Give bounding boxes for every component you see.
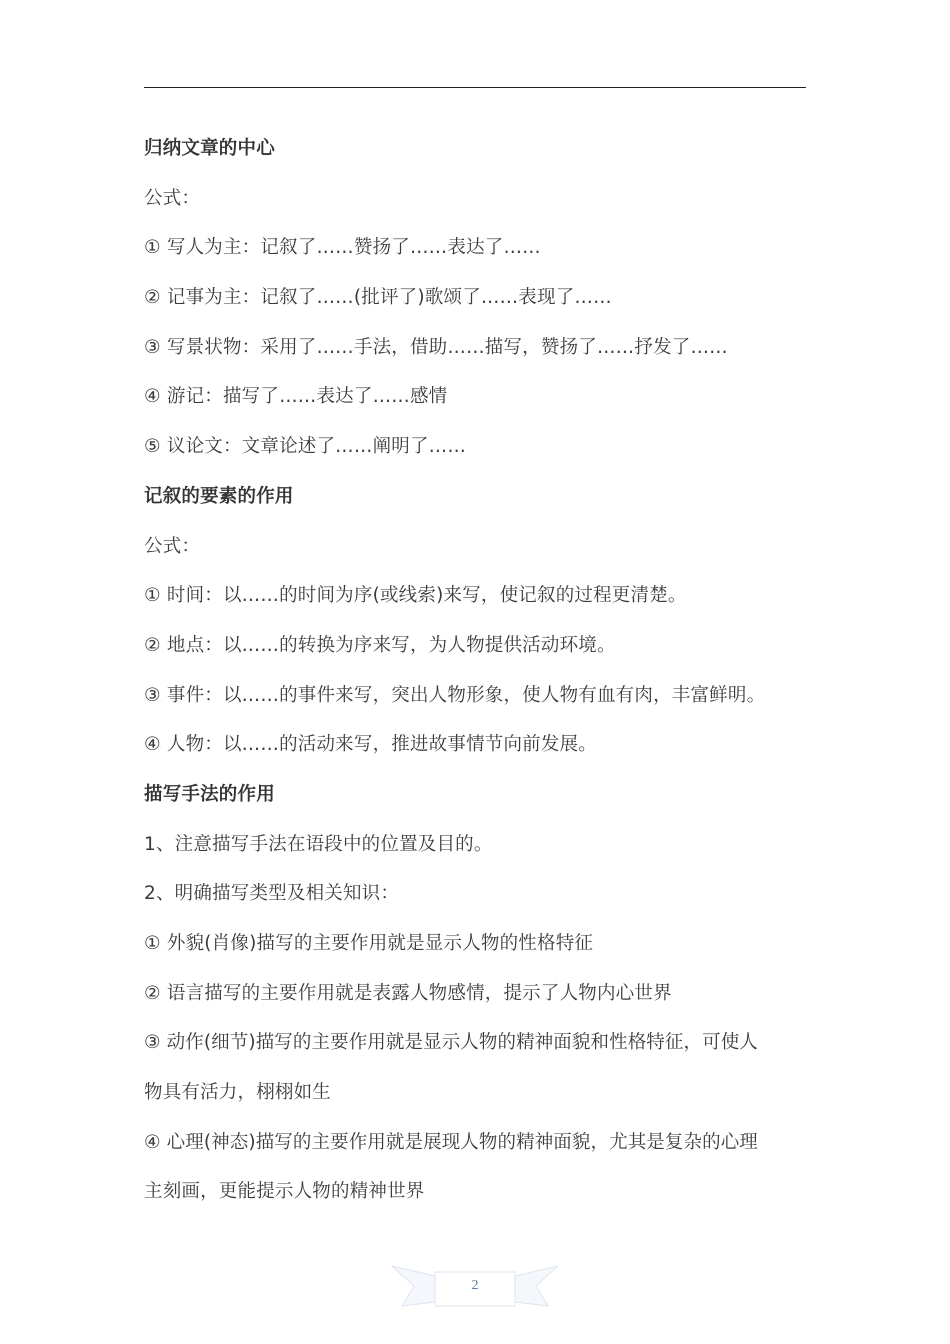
list-item: ② 地点：以……的转换为序来写，为人物提供活动环境。 xyxy=(144,634,616,656)
list-item-line: ④ 心理(神态)描写的主要作用就是展现人物的精神面貌，尤其是复杂的心理 xyxy=(144,1131,758,1153)
list-item: ④ 游记：描写了……表达了……感情 xyxy=(144,386,448,408)
list-item: ③ 事件：以……的事件来写，突出人物形象，使人物有血有肉，丰富鲜明。 xyxy=(144,684,766,706)
list-item: ④ 人物：以……的活动来写，推进故事情节向前发展。 xyxy=(144,734,597,756)
page-footer xyxy=(392,1262,558,1310)
section-heading-narrative-elements: 记叙的要素的作用 xyxy=(144,485,294,507)
header-rule xyxy=(144,87,806,88)
list-item: ③ 写景状物：采用了……手法，借助……描写，赞扬了……抒发了…… xyxy=(144,336,728,358)
numbered-point: 1、注意描写手法在语段中的位置及目的。 xyxy=(144,833,493,855)
numbered-point: 2、明确描写类型及相关知识： xyxy=(144,883,400,905)
list-item: ① 时间：以……的时间为序(或线索)来写，使记叙的过程更清楚。 xyxy=(144,585,687,607)
section-heading-description-methods: 描写手法的作用 xyxy=(144,783,275,805)
list-item-line: ③ 动作(细节)描写的主要作用就是显示人物的精神面貌和性格特征，可使人 xyxy=(144,1032,758,1054)
list-item: ② 语言描写的主要作用就是表露人物感情，提示了人物内心世界 xyxy=(144,982,672,1004)
document-body xyxy=(144,124,808,1217)
page-number: 2 xyxy=(471,1278,479,1293)
list-item: ① 写人为主：记叙了……赞扬了……表达了…… xyxy=(144,237,541,259)
list-item: ① 外貌(肖像)描写的主要作用就是显示人物的性格特征 xyxy=(144,933,594,954)
formula-label: 公式： xyxy=(144,187,201,209)
section-heading-center: 归纳文章的中心 xyxy=(144,138,275,159)
list-item: ⑤ 议论文：文章论述了……阐明了…… xyxy=(144,436,467,458)
list-item-continuation: 物具有活力，栩栩如生 xyxy=(144,1082,332,1104)
list-item: ② 记事为主：记叙了……(批评了)歌颂了……表现了…… xyxy=(144,287,612,309)
list-item-continuation: 主刻画，更能提示人物的精神世界 xyxy=(144,1181,425,1203)
formula-label: 公式： xyxy=(144,535,201,557)
